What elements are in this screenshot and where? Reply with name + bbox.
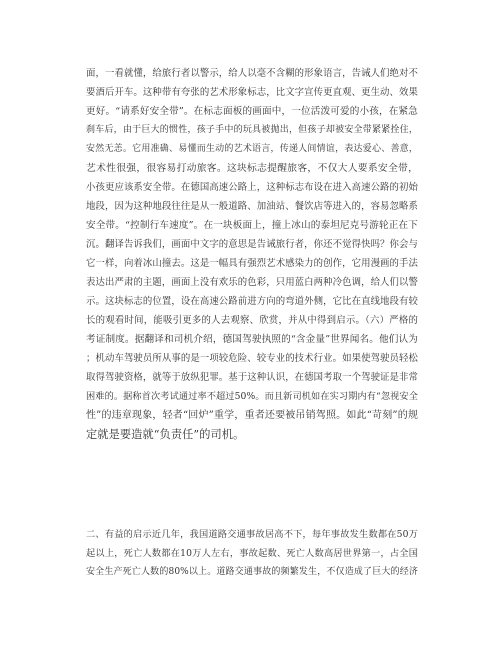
text-line: 沉。翻译告诉我们，画面中文字的意思是告诫旅行者，你还不觉得快吗？你会与: [86, 239, 418, 250]
text-line: 取得驾驶资格，就等于放纵犯罪。基于这种认识，在德国考取一个驾驶证是非常: [86, 372, 418, 383]
text-line: 表达出严肃的主题，画面上没有欢乐的色彩，只用蓝白两种冷色调，给人们以警: [86, 277, 418, 288]
text-line: 更好。“请系好安全带”。在标志面板的画面中，一位活泼可爱的小孩，在紧急: [86, 106, 418, 117]
text-line: 二、有益的启示近几年，我国道路交通事故居高不下，每年事故发生数都在50万: [86, 529, 418, 540]
text-line: 它一样，向着冰山撞去。这是一幅具有强烈艺术感染力的创作，它用漫画的手法: [86, 258, 418, 269]
text-line: 地段，因为这种地段往往是从一般道路、加油站、餐饮店等进入的，容易忽略系: [86, 201, 418, 212]
text-line: 小孩更应该系安全带。在德国高速公路上，这种标志布设在进入高速公路的初始: [86, 182, 418, 193]
text-line: 艺术性很强，很容易打动旅客。这块标志提醒旅客，不仅大人要系安全带，: [86, 163, 418, 174]
text-line: 示。这块标志的位置，设在高速公路前进方向的弯道外侧，它比在直线地段有较: [86, 296, 418, 307]
text-line: 考证制度。据翻译和司机介绍，德国驾驶执照的“含金量”世界闻名。他们认为: [86, 334, 418, 345]
text-line: 安全生产死亡人数的80%以上。道路交通事故的频繁发生，不仅造成了巨大的经济: [86, 567, 418, 577]
paragraph-useful-lessons: [86, 525, 418, 582]
paragraph-german-road-signs: [86, 64, 418, 444]
text-line: 长的观看时间，能吸引更多的人去观察、欣赏，并从中得到启示。（六）严格的: [86, 315, 418, 326]
text-line: 刹车后，由于巨大的惯性，孩子手中的玩具被抛出，但孩子却被安全带紧紧拴住，: [86, 125, 418, 135]
text-line: 起以上，死亡人数都在10万人左右，事故起数、死亡人数高居世界第一，占全国: [86, 548, 418, 559]
text-line: 安全带。“控制行车速度”。在一块板面上，撞上冰山的泰坦尼克号游轮正在下: [86, 220, 418, 231]
text-line: 定就是要造就“负责任”的司机。: [86, 428, 245, 441]
text-line: 安然无恙。它用准确、易懂而生动的艺术语言，传递人间情谊，表达爱心、善意，: [86, 144, 418, 154]
text-line: 面，一看就懂，给旅行者以警示，给人以毫不含糊的形象语言，告诫人们绝对不: [86, 68, 418, 79]
text-line: ；机动车驾驶员所从事的是一项较危险、较专业的技术行业。如果使驾驶员轻松: [86, 353, 418, 364]
text-line: 困难的。据称首次考试通过率不超过50%。而且新司机如在实习期内有“忽视安全: [86, 391, 418, 402]
text-line: 要酒后开车。这种带有夸张的艺术形象标志，比文字宣传更直观、更生动、效果: [86, 87, 418, 98]
text-line: 性”的违章现象，轻者“回炉”重学，重者还要被吊销驾照。如此“苛刻”的规: [86, 410, 418, 421]
